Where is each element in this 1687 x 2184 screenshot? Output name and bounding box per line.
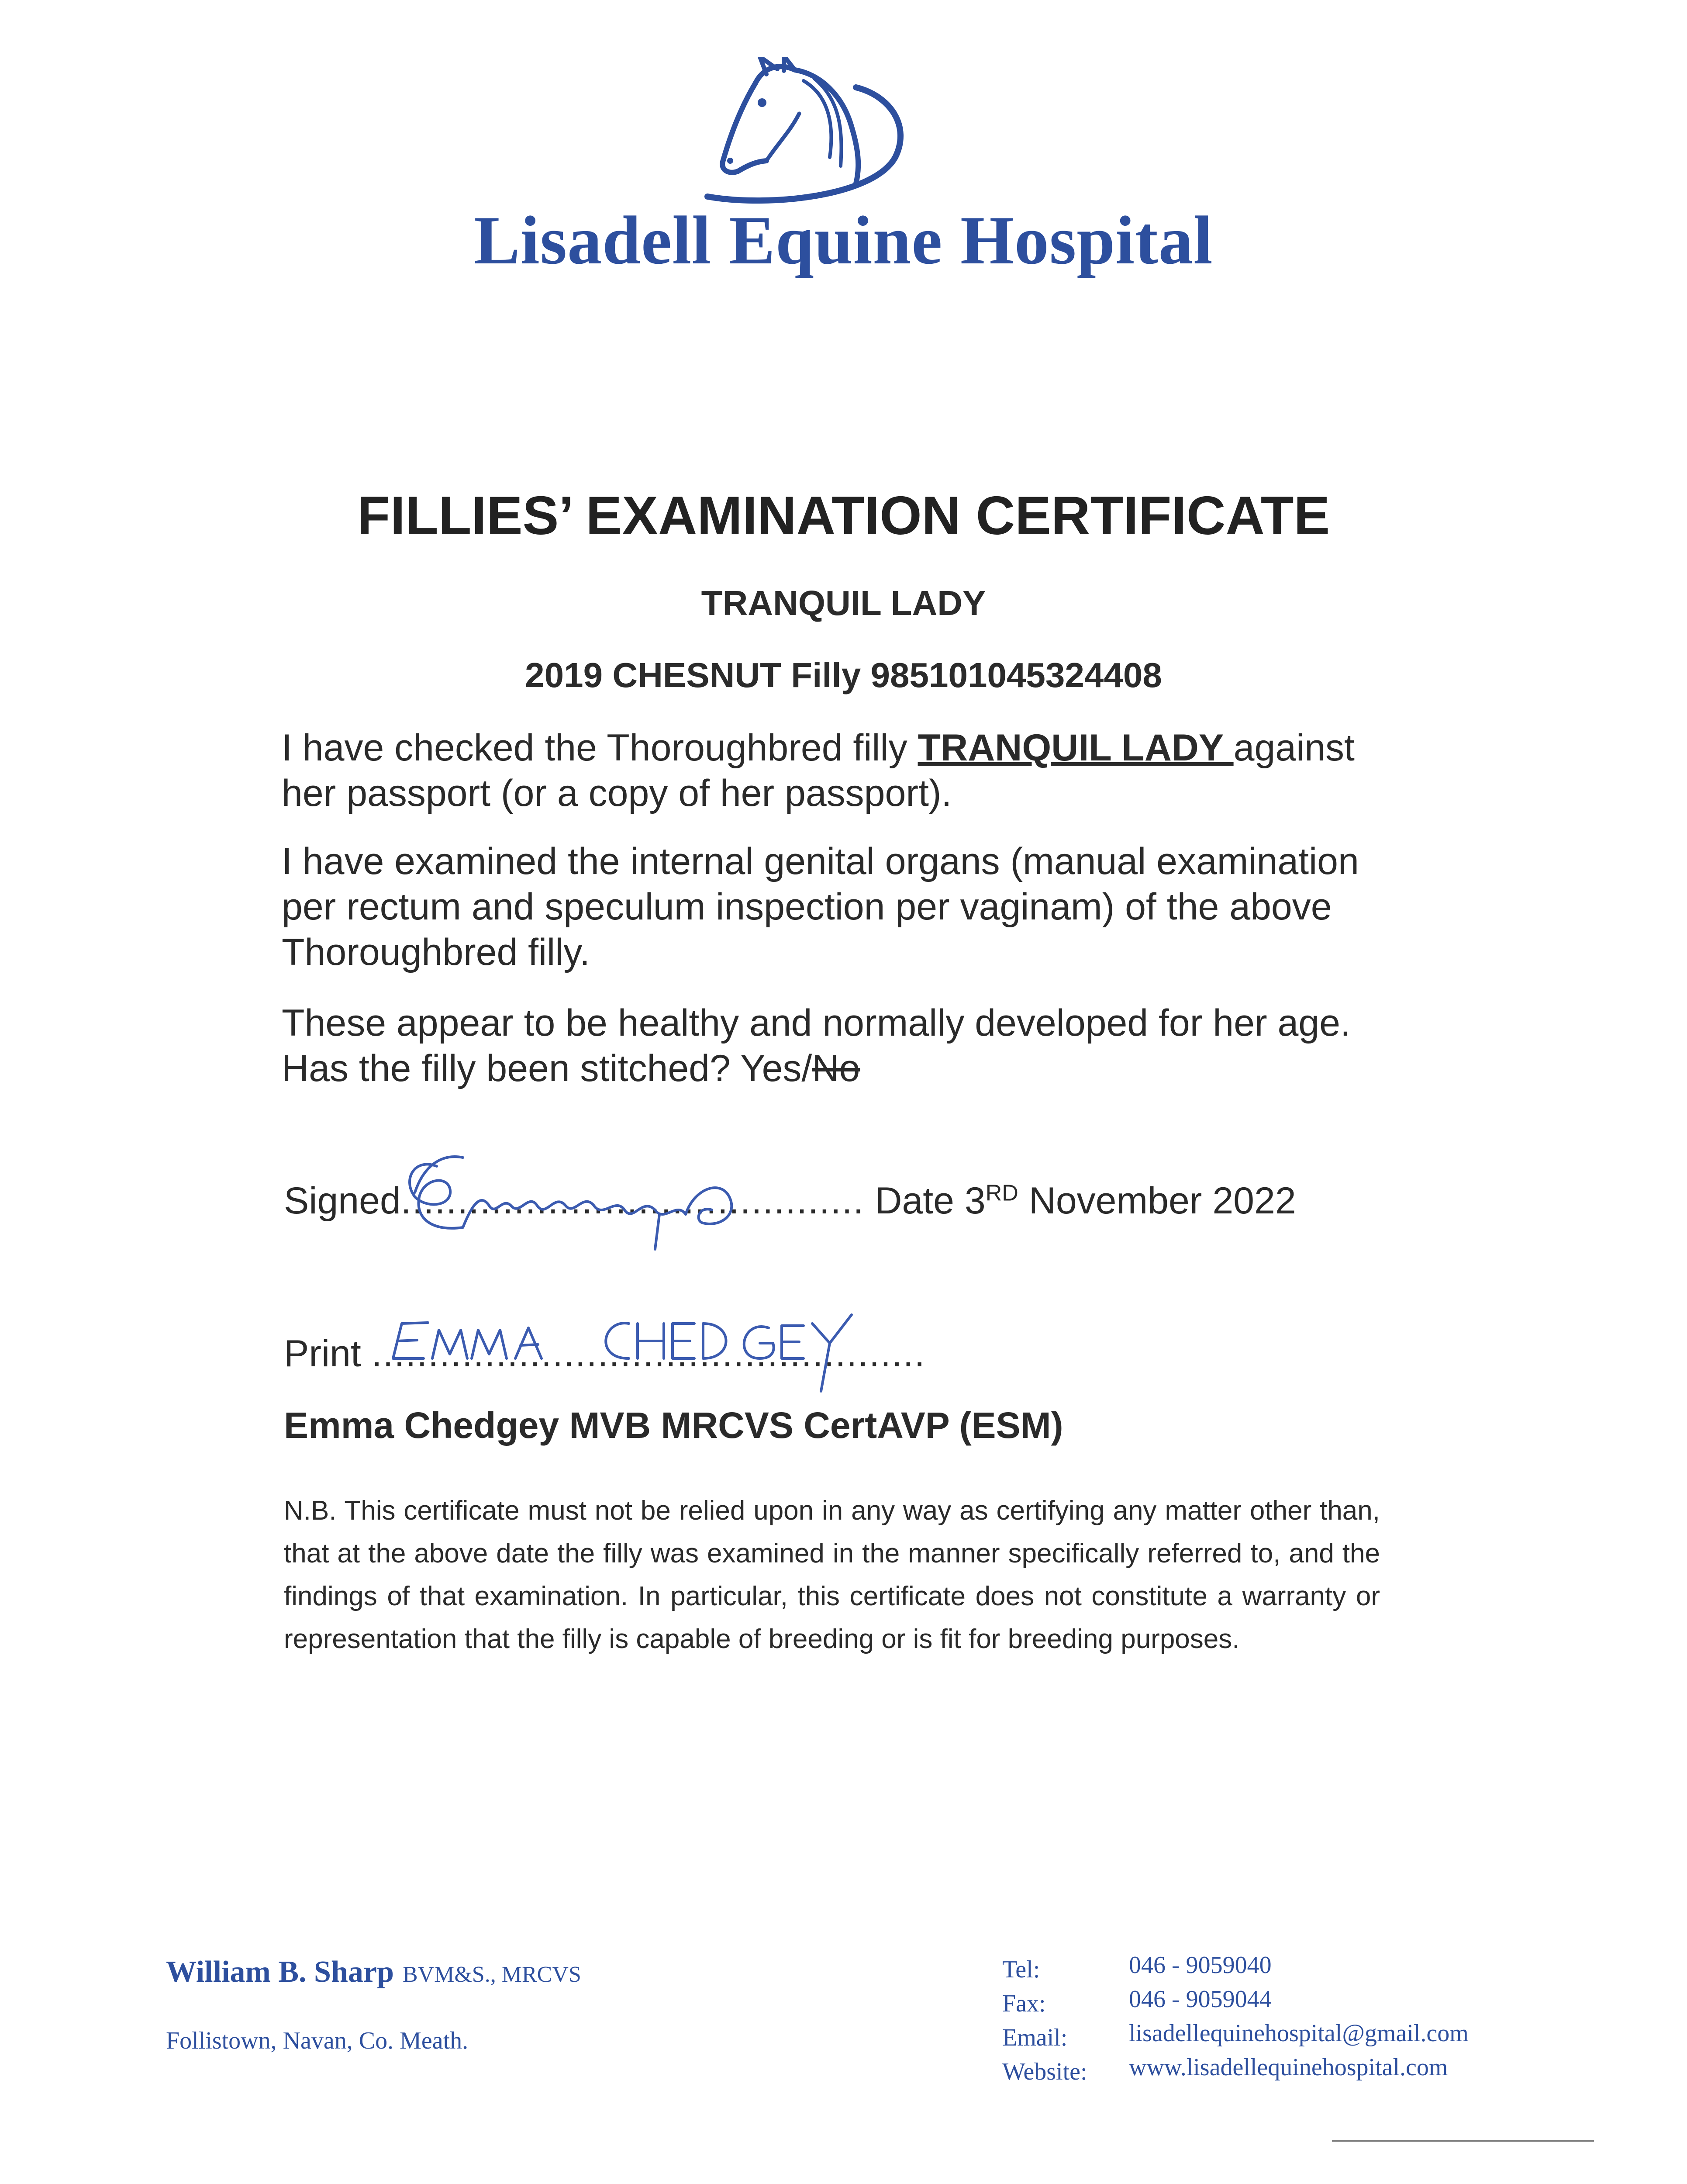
- horse-name-heading: TRANQUIL LADY: [701, 584, 986, 622]
- website-value: www.lisadellequinehospital.com: [1129, 2054, 1448, 2081]
- veterinarian-name: Emma Chedgey MVB MRCVS CertAVP (ESM): [284, 1405, 1063, 1446]
- signed-label: Signed: [284, 1180, 401, 1222]
- passport-check-paragraph: [282, 725, 1382, 816]
- disclaimer-notice: N.B. This certificate must not be relied upon in any way as certifying any matter other than, that at the above date the filly was examined in the manner specifically referred to, and the findings of that examination. In particular, this certificate does not constitute a warranty or representation that the filly is capable of breeding or is fit for breeding purposes.: [284, 1496, 1380, 1654]
- tel-value: 046 - 9059040: [1129, 1952, 1272, 1979]
- handwritten-signature: [397, 1140, 782, 1254]
- findings-line: These appear to be healthy and normally developed for her age.: [282, 1002, 1351, 1044]
- email-value: lisadellequinehospital@gmail.com: [1129, 2020, 1469, 2047]
- footer-practitioner-name: William B. Sharp: [166, 1955, 394, 1989]
- horse-details-heading: 2019 CHESNUT Filly 985101045324408: [525, 656, 1162, 695]
- para1-text-after: against her passport (or a copy of her passport).: [282, 727, 1355, 814]
- date-label: Date 3: [875, 1180, 986, 1222]
- certificate-title: FILLIES’ EXAMINATION CERTIFICATE: [357, 486, 1330, 546]
- date-value: November 2022: [1018, 1180, 1296, 1222]
- handwritten-printed-name: [384, 1293, 908, 1398]
- website-label: Website:: [1002, 2058, 1087, 2085]
- footer-contact-labels: [1002, 1952, 1087, 2089]
- stitched-question-text: Has the filly been stitched? Yes/: [282, 1047, 812, 1089]
- print-dotted-line: .................................................: [371, 1333, 926, 1375]
- footer-address: Follistown, Navan, Co. Meath.: [166, 2027, 469, 2054]
- fax-value: 046 - 9059044: [1129, 1986, 1272, 2013]
- horse-head-logo: [690, 57, 917, 205]
- date-ordinal: RD: [985, 1180, 1018, 1206]
- examination-paragraph: I have examined the internal genital organs (manual examination per rectum and speculum inspection per vaginam) of the above Thoroughbred filly.: [282, 840, 1359, 973]
- email-label: Email:: [1002, 2024, 1068, 2051]
- tel-label: Tel:: [1002, 1956, 1040, 1983]
- findings-paragraph: [282, 1000, 1382, 1091]
- hospital-name: Lisadell Equine Hospital: [474, 202, 1213, 279]
- footer-divider: [1332, 2140, 1594, 2142]
- para1-text-before: I have checked the Thoroughbred filly: [282, 727, 918, 769]
- signed-dotted-line: .........................................: [400, 1180, 865, 1222]
- para1-horse-name: TRANQUIL LADY: [918, 727, 1234, 769]
- fax-label: Fax:: [1002, 1990, 1046, 2017]
- stitched-question: [282, 1046, 1382, 1091]
- stitched-answer-no-struck: No: [812, 1047, 860, 1089]
- footer-practitioner: [166, 1955, 581, 1990]
- footer-contact-values: [1129, 1948, 1469, 2084]
- print-label: Print: [284, 1333, 361, 1375]
- footer-qualifications: BVM&S., MRCVS: [402, 1962, 581, 1987]
